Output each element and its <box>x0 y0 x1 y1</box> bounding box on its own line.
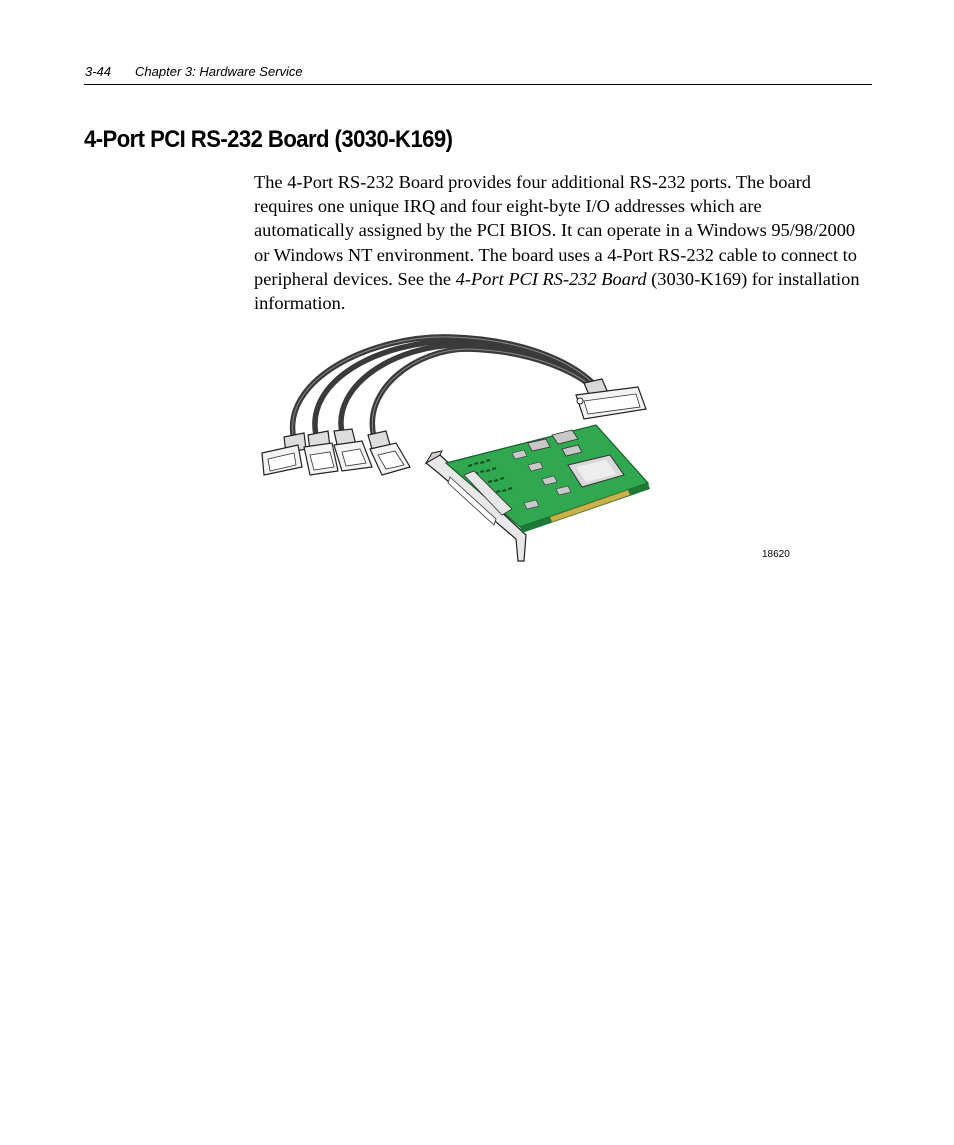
body-paragraph <box>254 170 866 315</box>
board-illustration <box>250 325 810 570</box>
page-number: 3-44 <box>85 64 112 79</box>
doc-reference: 4-Port PCI RS-232 Board <box>455 268 647 289</box>
figure-number: 18620 <box>762 549 790 560</box>
body-text-end: (3030-K169) for installation information. <box>254 268 860 314</box>
body-text-start: The 4-Port RS-232 Board provides four additional RS-232 ports. The board requires one unique IRQ and four eight-byte I/O addresses which are automatically assigned by the PCI BIOS. It can operate in a Windows 95/98/2000 or Windows NT environment. The board uses a 4-Port RS-232 cable to connect to peripheral devices. See the <box>254 172 857 289</box>
cable-bundle <box>293 337 597 440</box>
chapter-title: Chapter 3: Hardware Service <box>135 64 303 79</box>
db9-connector-2 <box>304 431 338 475</box>
circuit-board <box>446 425 650 533</box>
db9-connector-3 <box>334 429 372 471</box>
db9-connector-1 <box>262 433 306 475</box>
db9-connector-4 <box>368 431 410 475</box>
header-rule <box>84 84 872 85</box>
running-header <box>85 64 303 79</box>
host-cable-connector <box>576 379 646 419</box>
section-title: 4-Port PCI RS-232 Board (3030-K169) <box>84 126 453 153</box>
